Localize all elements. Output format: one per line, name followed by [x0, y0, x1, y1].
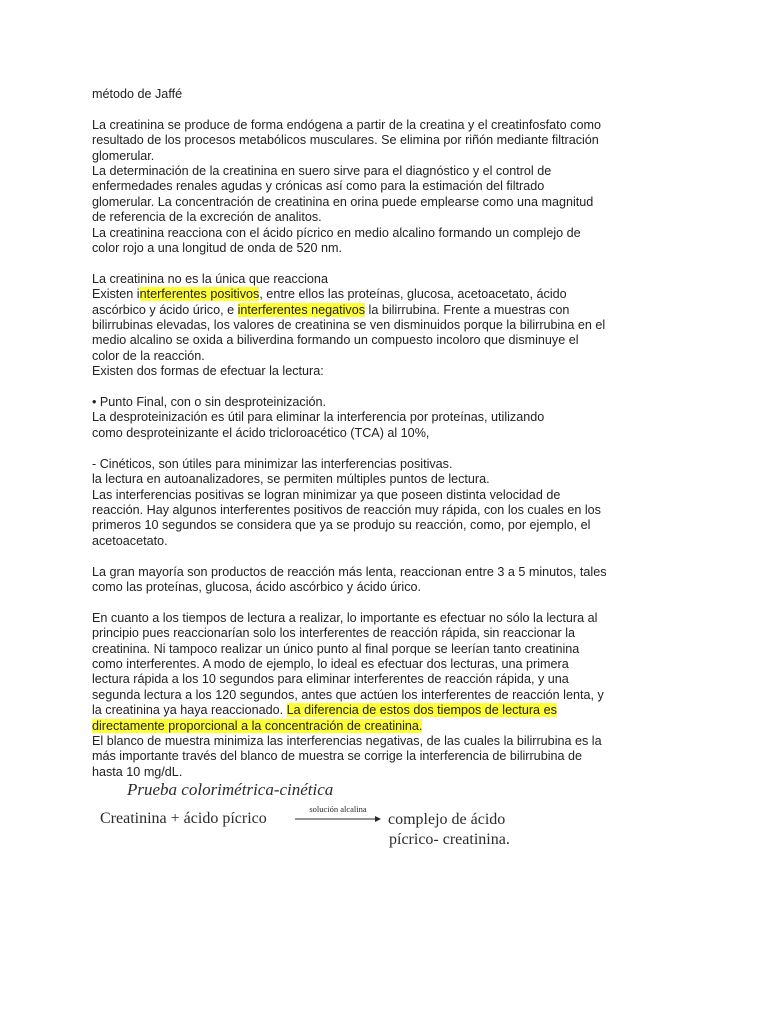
paragraph-5	[92, 565, 682, 596]
text-line: de referencia de la excreción de analitos.	[92, 210, 322, 225]
product-line: complejo de ácido	[388, 811, 506, 828]
text-line: color de la reacción.	[92, 348, 205, 363]
arrow-label: solución alcalina	[309, 804, 367, 814]
text-line: creatinina. Ni tampoco realizar un único punto al final porque se leerían tanto creatinina	[92, 641, 580, 656]
document-title: método de Jaffé	[92, 87, 183, 101]
text-line: La gran mayoría son productos de reacción más lenta, reaccionan entre 3 a 5 minutos, tales	[92, 564, 607, 579]
text-line: lectura rápida a los 10 segundos para eliminar interferentes de reacción rápida, y una	[92, 672, 569, 687]
highlighted-text: nterferentes positivos	[139, 287, 260, 302]
paragraph-6	[92, 611, 682, 780]
text-line: La creatinina reacciona con el ácido pícrico en medio alcalino formando un complejo de	[92, 225, 581, 240]
highlighted-text: La diferencia de estos dos tiempos de lectura es	[286, 703, 557, 718]
text-line: El blanco de muestra minimiza las interferencias negativas, de las cuales la bilirrubina es la	[92, 733, 602, 748]
product-line: pícrico- creatinina.	[389, 831, 510, 848]
text-line: Las interferencias positivas se logran minimizar ya que poseen distinta velocidad de	[92, 487, 561, 502]
text-line: medio alcalino se oxida a biliverdina formando un compuesto incoloro que disminuye el	[92, 333, 579, 348]
arrow-right-icon	[294, 815, 382, 823]
text-segment: la bilirrubina. Frente a muestras con	[365, 302, 570, 317]
text-line: glomerular. La concentración de creatinina en orina puede emplearse como una magnitud	[92, 194, 594, 209]
text-line: glomerular.	[92, 148, 155, 163]
text-line	[92, 719, 682, 734]
text-line	[92, 287, 682, 302]
reaction-reactants: Creatinina + ácido pícrico	[100, 810, 267, 827]
document-body	[92, 87, 682, 780]
highlighted-text: interferentes negativos	[237, 302, 366, 317]
reaction-figure	[100, 780, 540, 860]
text-line	[92, 703, 682, 718]
text-line: resultado de los procesos metabólicos musculares. Se elimina por riñón mediante filtración	[92, 133, 599, 148]
text-line: La determinación de la creatinina en suero sirve para el diagnóstico y el control de	[92, 164, 552, 179]
text-line: - Cinéticos, son útiles para minimizar las interferencias positivas.	[92, 456, 453, 471]
paragraph-3	[92, 395, 682, 441]
text-line	[92, 303, 682, 318]
text-line: La desproteinización es útil para eliminar la interferencia por proteínas, utilizando	[92, 410, 545, 425]
text-segment: la creatinina ya haya reaccionado.	[92, 703, 287, 718]
text-line: como las proteínas, glucosa, ácido ascórbico y ácido úrico.	[92, 579, 422, 594]
paragraph-1	[92, 118, 682, 257]
text-line: Existen dos formas de efectuar la lectura:	[92, 364, 324, 379]
reaction-product	[388, 810, 510, 850]
text-line: la lectura en autoanalizadores, se permiten múltiples puntos de lectura.	[92, 472, 490, 487]
text-segment: , entre ellos las proteínas, glucosa, acetoacetato, ácido	[259, 287, 567, 302]
text-segment: Existen i	[92, 287, 140, 302]
text-line: más importante través del blanco de muestra se corrige la interferencia de bilirrubina de	[92, 749, 583, 764]
text-line: acetoacetato.	[92, 533, 168, 548]
reaction-arrow	[294, 804, 382, 826]
highlighted-text: directamente proporcional a la concentración de creatinina.	[92, 718, 423, 733]
text-line: como interferentes. A modo de ejemplo, lo ideal es efectuar dos lecturas, una primera	[92, 656, 569, 671]
paragraph-gap	[92, 595, 682, 610]
text-line: segunda lectura a los 120 segundos, antes que actúen los interferentes de reacción lenta, y	[92, 687, 604, 702]
text-line: hasta 10 mg/dL.	[92, 764, 183, 779]
paragraph-gap	[92, 549, 682, 564]
text-line: La creatinina no es la única que reacciona	[92, 271, 328, 286]
text-segment: ascórbico y ácido úrico, e	[92, 302, 238, 317]
paragraph-4	[92, 457, 682, 549]
paragraph-gap	[92, 441, 682, 456]
text-line: como desproteinizante el ácido tricloroacético (TCA) al 10%,	[92, 425, 430, 440]
paragraph-2	[92, 272, 682, 380]
text-line: primeros 10 segundos se considera que ya se produjo su reacción, como, por ejemplo, el	[92, 518, 591, 533]
text-line: principio pues reaccionarían solo los interferentes de reacción rápida, sin reaccionar la	[92, 626, 576, 641]
paragraph-gap	[92, 380, 682, 395]
text-line: reacción. Hay algunos interferentes positivos de reacción muy rápida, con los cuales en los	[92, 502, 601, 517]
figure-title: Prueba colorimétrica-cinética	[127, 780, 334, 799]
text-line: La creatinina se produce de forma endógena a partir de la creatina y el creatinfosfato como	[92, 117, 601, 132]
paragraph-gap	[92, 256, 682, 271]
paragraph-gap	[92, 102, 682, 117]
text-line: • Punto Final, con o sin desproteinización.	[92, 395, 327, 410]
text-line: bilirrubinas elevadas, los valores de creatinina se ven disminuidos porque la bilirrubina en el	[92, 318, 606, 333]
text-line: color rojo a una longitud de onda de 520 nm.	[92, 241, 342, 256]
text-line: En cuanto a los tiempos de lectura a realizar, lo importante es efectuar no sólo la lectura al	[92, 610, 598, 625]
text-line: enfermedades renales agudas y crónicas así como para la estimación del filtrado	[92, 179, 545, 194]
